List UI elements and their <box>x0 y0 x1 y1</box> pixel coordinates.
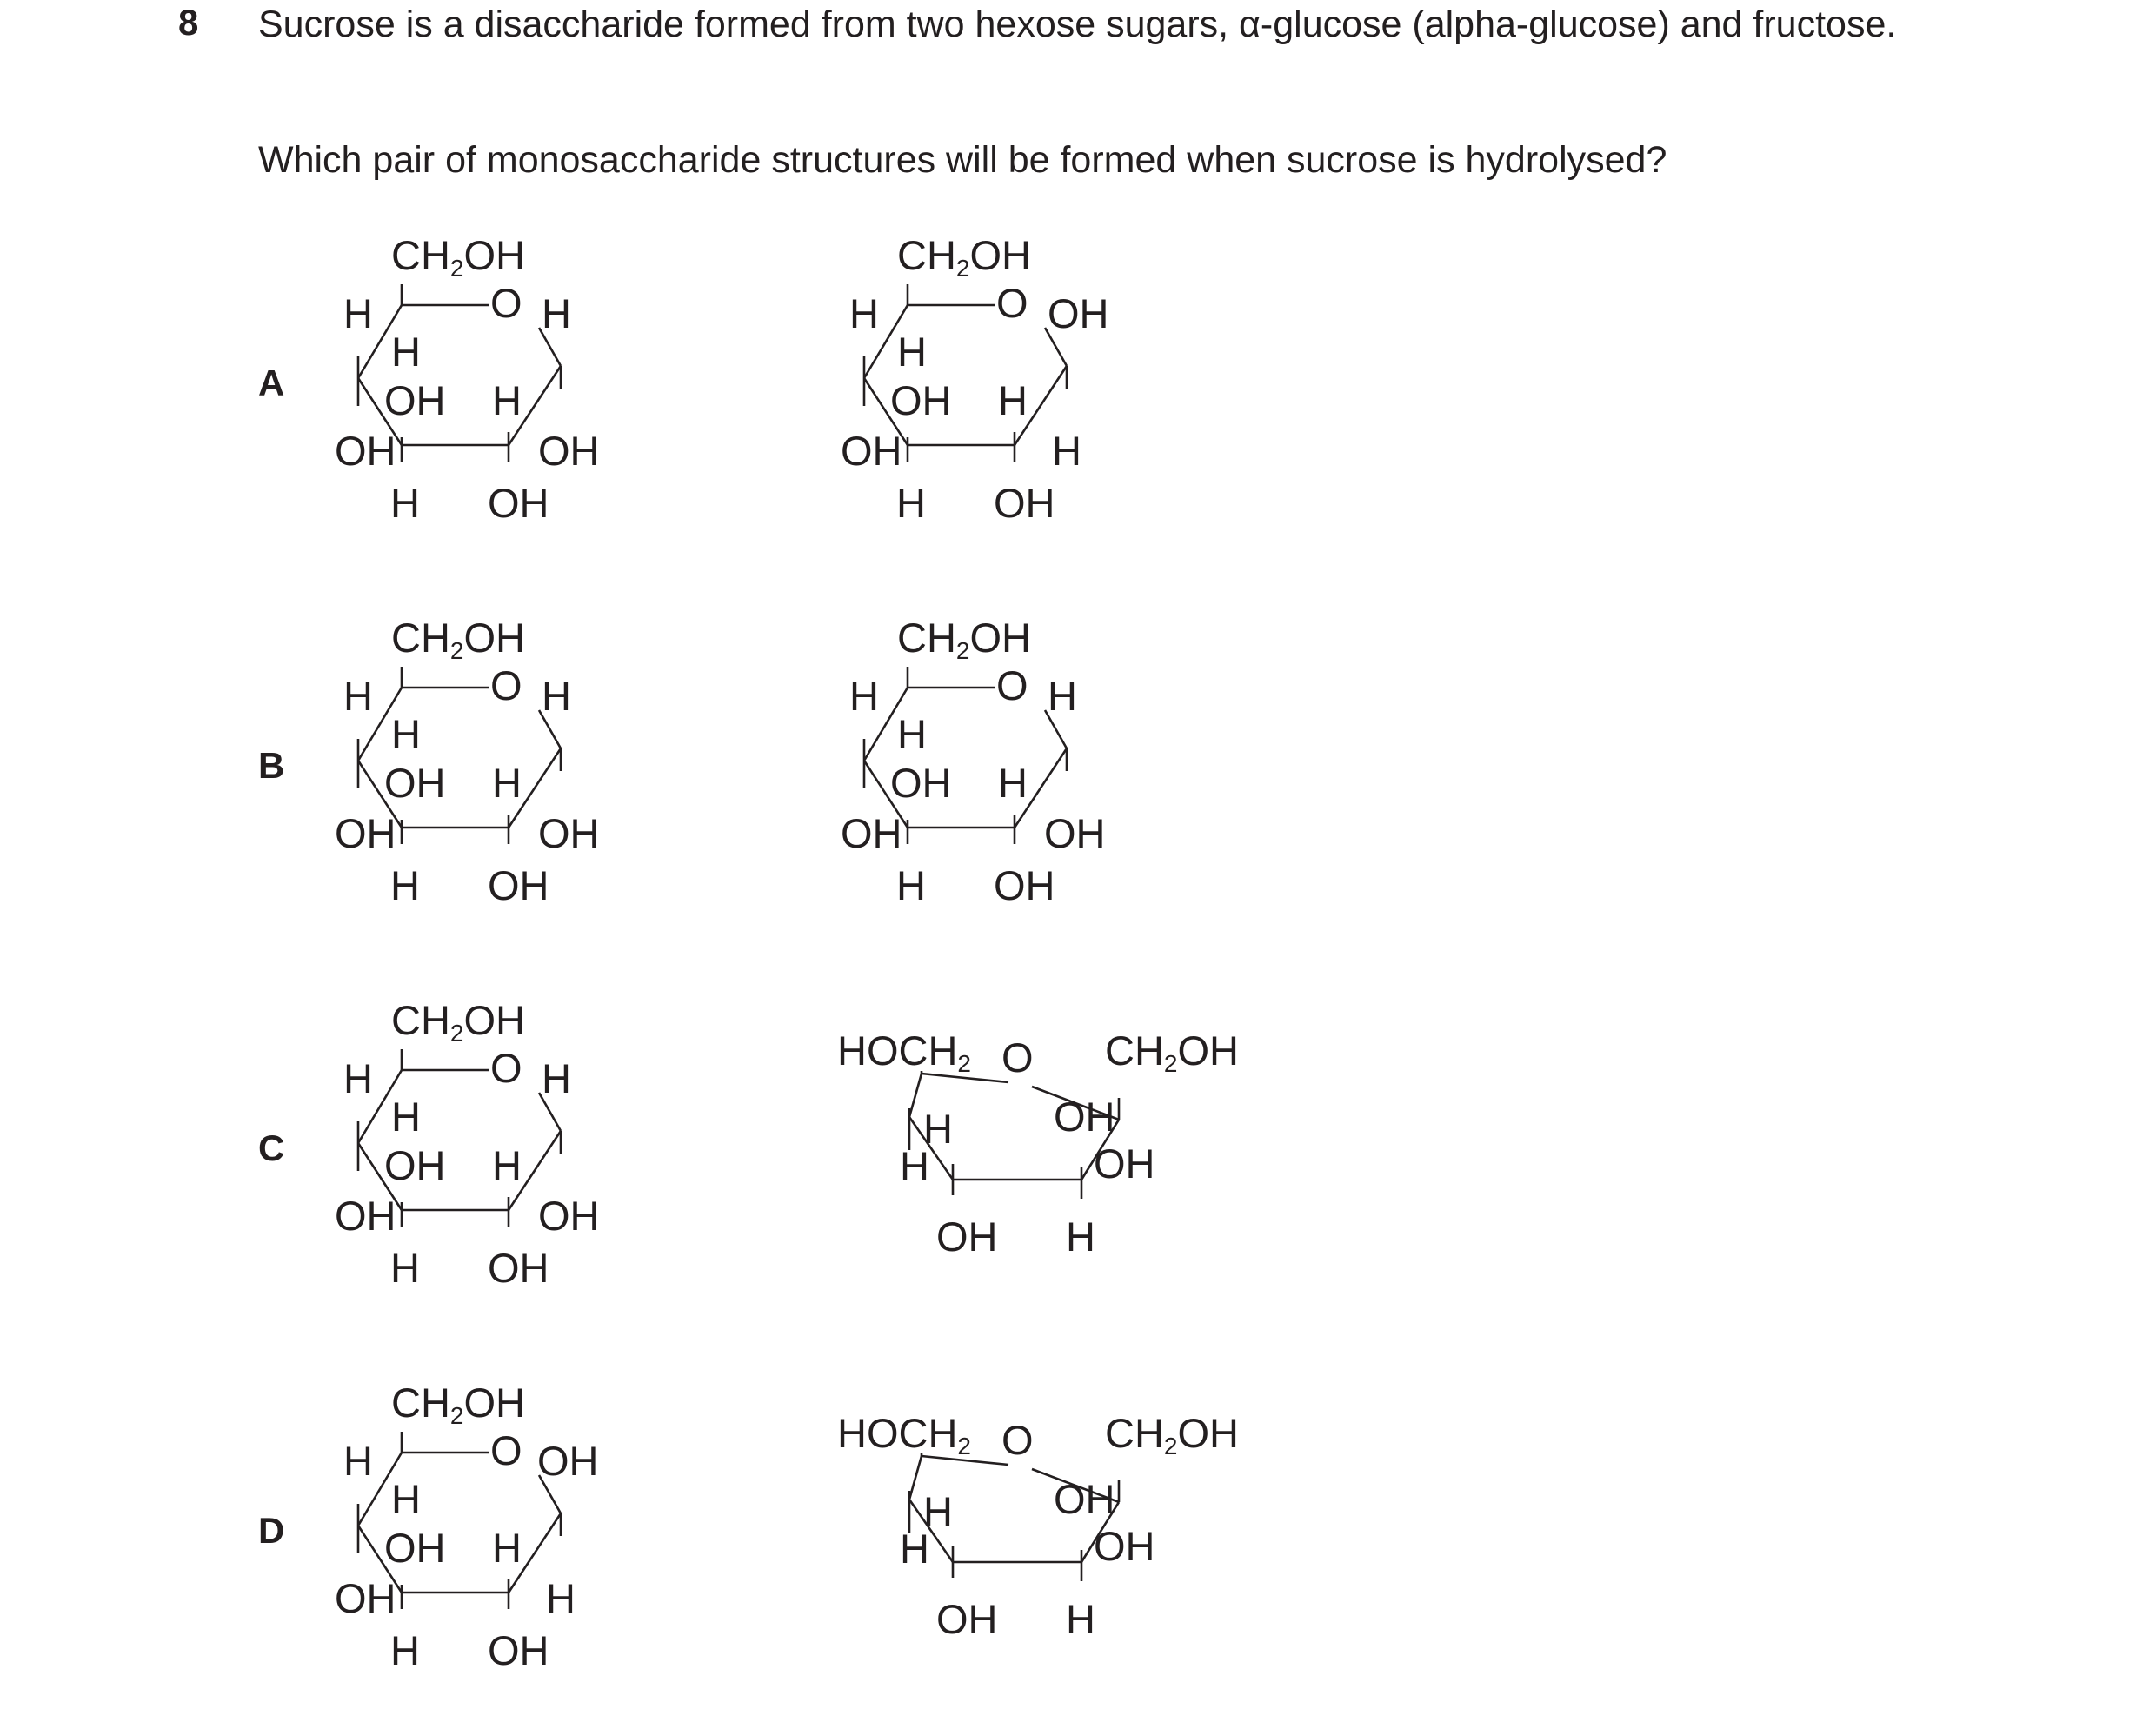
option-d-left-structure <box>322 1369 669 1673</box>
atom-label: OH <box>537 1438 599 1484</box>
option-a-letter[interactable]: A <box>258 362 285 403</box>
atom-label: HOCH <box>837 1410 958 1456</box>
atom-label: OH <box>463 615 525 661</box>
atom-label: H <box>390 862 420 908</box>
atom-label: H <box>923 1106 953 1152</box>
atom-label: H <box>390 1627 420 1673</box>
atom-label <box>837 1027 971 1077</box>
atom-label: H <box>1052 428 1081 474</box>
atom-label: OH <box>335 810 396 856</box>
atom-label: OH <box>1048 290 1109 336</box>
atom-label: H <box>391 1476 421 1522</box>
atom-label: H <box>391 1094 421 1140</box>
atom-label: 2 <box>955 255 970 282</box>
ring-oxygen: O <box>996 280 1028 326</box>
atom-label: OH <box>994 480 1055 526</box>
ring-oxygen: O <box>1001 1417 1034 1463</box>
atom-label: OH <box>1094 1140 1155 1187</box>
atom-label: H <box>492 1142 522 1188</box>
atom-label: OH <box>969 232 1031 278</box>
atom-label: OH <box>384 1525 446 1571</box>
atom-label: H <box>923 1488 953 1534</box>
atom-label: 2 <box>957 1433 971 1460</box>
atom-label: H <box>391 711 421 757</box>
bond-line <box>909 1074 922 1117</box>
ch2oh-oh: OH <box>463 232 525 278</box>
atom-label: 2 <box>1163 1433 1178 1460</box>
atom-label <box>897 232 1031 282</box>
atom-label <box>391 997 525 1047</box>
atom-label <box>897 615 1031 664</box>
option-d-letter[interactable]: D <box>258 1510 285 1551</box>
atom-label: OH <box>936 1596 998 1642</box>
atom-label <box>391 1380 525 1429</box>
atom-label: OH <box>841 810 902 856</box>
atom-label: OH <box>384 760 446 806</box>
option-a-right-structure <box>828 222 1175 526</box>
atom-label: H <box>1048 673 1077 719</box>
atom-label: OH <box>994 862 1055 908</box>
option-b-letter[interactable]: B <box>258 745 285 786</box>
atom-label: H <box>897 711 927 757</box>
atom-label: OH <box>384 1142 446 1188</box>
atom-label: OH <box>936 1214 998 1260</box>
option-c-right-structure <box>835 1021 1269 1291</box>
atom-label: H <box>492 377 522 423</box>
atom-label: H <box>390 1245 420 1291</box>
atom-label: H <box>492 1525 522 1571</box>
atom-label: H <box>900 1526 929 1572</box>
option-a-left-structure <box>322 222 669 526</box>
atom-label: OH <box>488 480 549 526</box>
atom-label: H <box>343 1055 373 1101</box>
atom-label <box>1105 1410 1239 1460</box>
atom-label: H <box>896 862 926 908</box>
atom-label: CH <box>1105 1027 1164 1074</box>
atom-label: OH <box>463 1380 525 1426</box>
atom-label: H <box>1066 1596 1095 1642</box>
atom-label: H <box>542 673 571 719</box>
atom-label <box>391 232 525 282</box>
atom-label <box>837 1410 971 1460</box>
option-c-left-structure <box>322 987 669 1291</box>
atom-label: OH <box>841 428 902 474</box>
ring-oxygen: O <box>490 1427 522 1473</box>
question-number: 8 <box>178 2 199 43</box>
atom-label: 2 <box>957 1050 971 1077</box>
atom-label: H <box>849 673 879 719</box>
atom-label: CH <box>391 615 450 661</box>
atom-label: H <box>897 329 927 375</box>
atom-label: OH <box>488 1245 549 1291</box>
question-prompt: Which pair of monosaccharide structures will be formed when sucrose is hydrolysed? <box>258 139 1667 181</box>
atom-label: OH <box>1177 1027 1239 1074</box>
atom-label: H <box>546 1575 576 1621</box>
option-b-left-structure <box>322 604 669 908</box>
option-c-letter[interactable]: C <box>258 1127 285 1168</box>
atom-label: H <box>492 760 522 806</box>
atom-label: OH <box>488 1627 549 1673</box>
atom-label <box>391 615 525 664</box>
atom-label: OH <box>890 760 952 806</box>
atom-label: OH <box>538 428 600 474</box>
atom-label: OH <box>1177 1410 1239 1456</box>
atom-label: OH <box>488 862 549 908</box>
ring-oxygen: O <box>490 662 522 708</box>
atom-label: OH <box>1094 1523 1155 1569</box>
atom-label: HOCH <box>837 1027 958 1074</box>
ring-oxygen: O <box>490 1045 522 1091</box>
ring-oxygen: O <box>490 280 522 326</box>
atom-label: OH <box>384 377 446 423</box>
atom-label: CH <box>1105 1410 1164 1456</box>
atom-label: OH <box>1054 1476 1115 1522</box>
atom-label: 2 <box>1163 1050 1178 1077</box>
atom-label: H <box>542 290 571 336</box>
atom-label: OH <box>538 1193 600 1239</box>
option-b-right-structure <box>828 604 1175 908</box>
atom-label: CH <box>897 615 956 661</box>
atom-label: OH <box>463 997 525 1043</box>
atom-label: H <box>900 1143 929 1189</box>
atom-label: H <box>998 377 1028 423</box>
atom-label: OH <box>969 615 1031 661</box>
atom-label: H <box>391 329 421 375</box>
ring-oxygen: O <box>996 662 1028 708</box>
atom-label: OH <box>890 377 952 423</box>
atom-label: CH <box>897 232 956 278</box>
atom-label: H <box>343 1438 373 1484</box>
atom-label: H <box>343 673 373 719</box>
bond-line <box>909 1456 922 1500</box>
atom-label: 2 <box>449 1020 464 1047</box>
atom-label: OH <box>1054 1094 1115 1140</box>
atom-label: 2 <box>955 637 970 664</box>
ch2oh-sub: 2 <box>449 255 464 282</box>
atom-label: OH <box>335 1575 396 1621</box>
atom-label: H <box>542 1055 571 1101</box>
option-d-right-structure <box>835 1404 1269 1673</box>
atom-label: CH <box>391 997 450 1043</box>
atom-label: CH <box>391 1380 450 1426</box>
atom-label: 2 <box>449 637 464 664</box>
atom-label: H <box>1066 1214 1095 1260</box>
ring-oxygen: O <box>1001 1034 1034 1081</box>
atom-label: OH <box>335 1193 396 1239</box>
atom-label: H <box>343 290 373 336</box>
atom-label: H <box>849 290 879 336</box>
atom-label: OH <box>538 810 600 856</box>
atom-label <box>1105 1027 1239 1077</box>
atom-label: OH <box>1044 810 1106 856</box>
atom-label: H <box>998 760 1028 806</box>
atom-label: 2 <box>449 1402 464 1429</box>
ch2oh-ch: CH <box>391 232 450 278</box>
atom-label: OH <box>335 428 396 474</box>
atom-label: H <box>896 480 926 526</box>
question-stem: Sucrose is a disaccharide formed from two hexose sugars, α-glucose (alpha-glucose) and fructose. <box>258 3 1897 45</box>
atom-label: H <box>390 480 420 526</box>
